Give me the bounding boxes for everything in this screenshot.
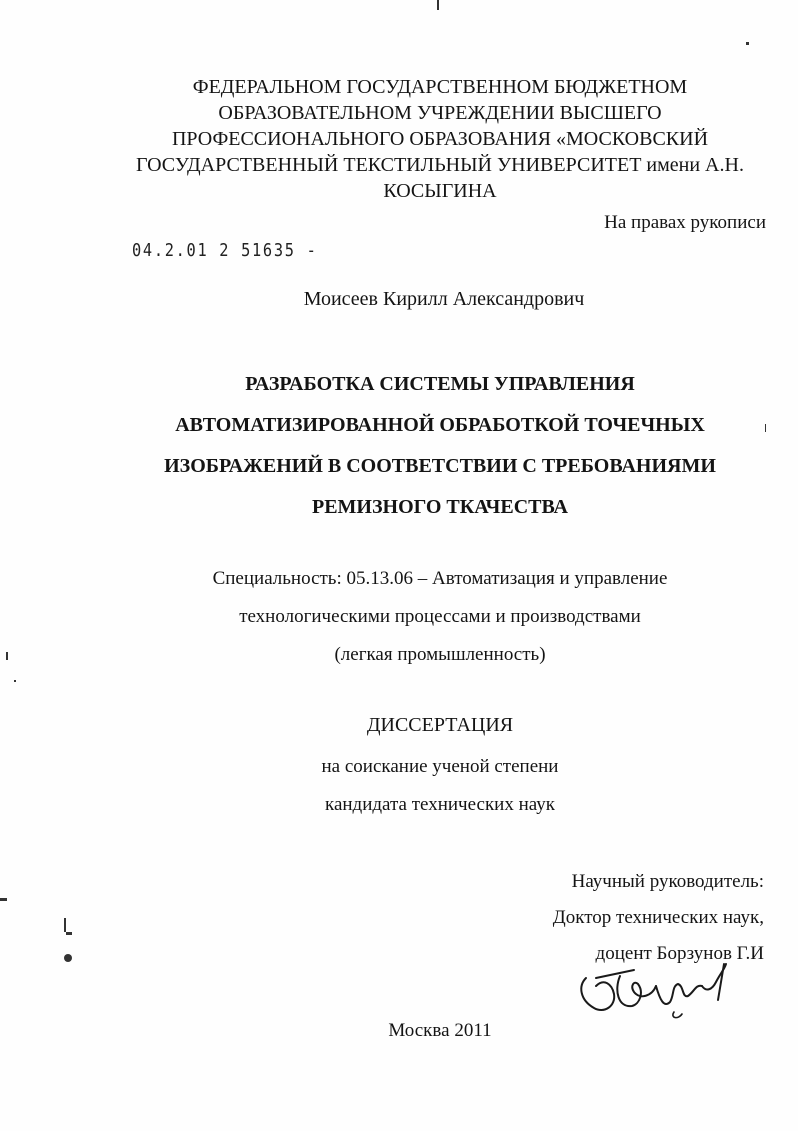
title-line: РЕМИЗНОГО ТКАЧЕСТВА bbox=[311, 496, 568, 518]
scan-speck bbox=[746, 42, 749, 45]
degree-line-1: на соискание ученой степени bbox=[321, 756, 559, 777]
scan-speck bbox=[64, 918, 66, 932]
specialty-line: Специальность: 05.13.06 – Автоматизация и управление bbox=[212, 568, 668, 589]
scan-speck bbox=[64, 954, 72, 962]
institution-line: ГОСУДАРСТВЕННЫЙ ТЕКСТИЛЬНЫЙ УНИВЕРСИТЕТ имени А.Н. bbox=[136, 154, 744, 176]
institution-line: КОСЫГИНА bbox=[383, 180, 497, 202]
specialty-line: технологическими процессами и производствами bbox=[239, 606, 641, 627]
scan-speck bbox=[0, 898, 7, 901]
dissertation-heading: ДИССЕРТАЦИЯ bbox=[366, 714, 514, 736]
institution-line: ПРОФЕССИОНАЛЬНОГО ОБРАЗОВАНИЯ «МОСКОВСКИЙ bbox=[171, 128, 709, 150]
dissertation-title bbox=[100, 364, 780, 528]
specialty-line: (легкая промышленность) bbox=[334, 644, 546, 665]
scan-speck bbox=[14, 680, 16, 682]
signature-image bbox=[574, 956, 754, 1026]
institution-line: ФЕДЕРАЛЬНОМ ГОСУДАРСТВЕННОМ БЮДЖЕТНОМ bbox=[192, 76, 688, 98]
rights-note: На правах рукописи bbox=[604, 212, 766, 233]
scan-speck bbox=[437, 0, 439, 10]
institution-header bbox=[100, 74, 780, 204]
scan-speck bbox=[6, 652, 8, 660]
registration-stamp: 04.2.01 2 51635 - bbox=[132, 240, 318, 261]
title-line: АВТОМАТИЗИРОВАННОЙ ОБРАБОТКОЙ ТОЧЕЧНЫХ bbox=[175, 414, 705, 436]
scan-speck bbox=[765, 424, 766, 432]
specialty-block bbox=[100, 560, 780, 674]
degree-line-2: кандидата технических наук bbox=[325, 794, 555, 815]
institution-line: ОБРАЗОВАТЕЛЬНОМ УЧРЕЖДЕНИИ ВЫСШЕГО bbox=[218, 102, 662, 124]
dissertation-block bbox=[100, 712, 780, 824]
scan-speck bbox=[66, 932, 72, 935]
title-line: РАЗРАБОТКА СИСТЕМЫ УПРАВЛЕНИЯ bbox=[245, 373, 635, 395]
supervisor-name: доцент Борзунов Г.И bbox=[595, 943, 764, 964]
title-line: ИЗОБРАЖЕНИЙ В СООТВЕТСТВИИ С ТРЕБОВАНИЯМИ bbox=[164, 455, 716, 477]
supervisor-label: Научный руководитель: bbox=[571, 871, 764, 892]
city-year: Москва 2011 bbox=[388, 1020, 492, 1041]
author-name: Моисеев Кирилл Александрович bbox=[303, 288, 585, 310]
supervisor-degree: Доктор технических наук, bbox=[552, 907, 764, 928]
